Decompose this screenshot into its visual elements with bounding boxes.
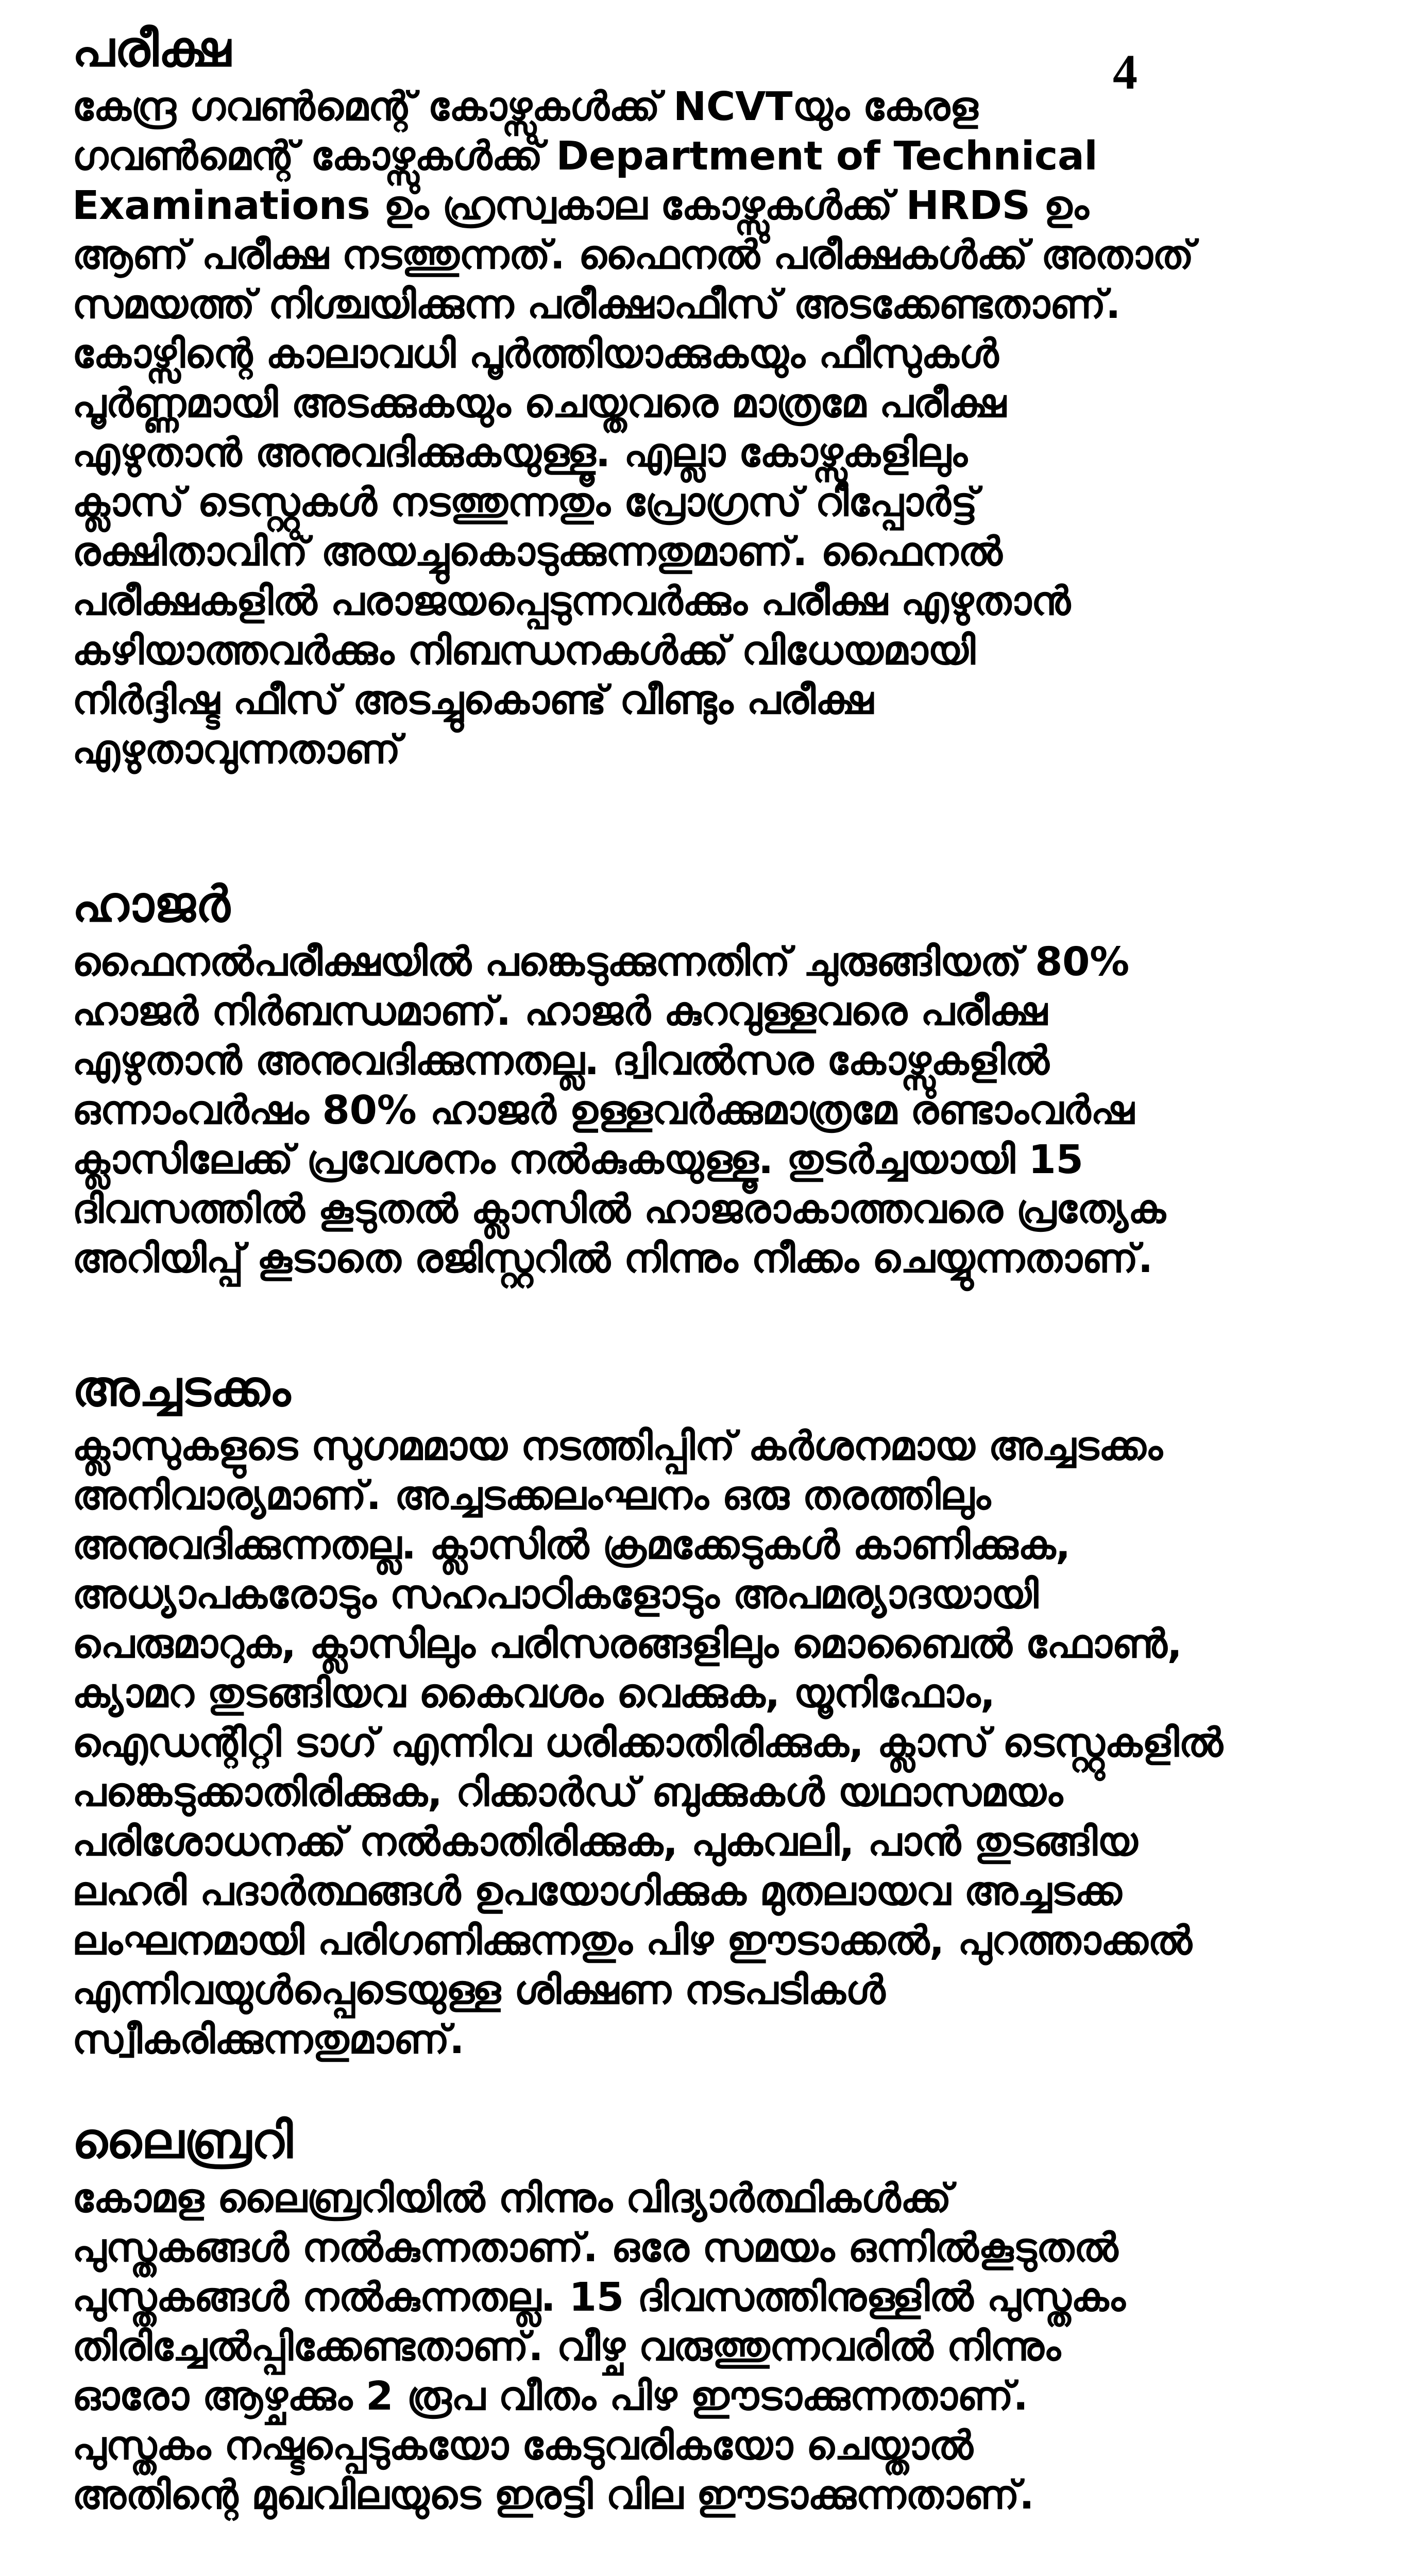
section-heading: ഹാജർ	[72, 875, 230, 933]
section-library	[72, 2112, 1329, 2520]
body-line: തിരിച്ചേൽപ്പിക്കേണ്ടതാണ്. വീഴ്ച വരുത്തുന്നവരിൽ നിന്നും	[72, 2324, 1061, 2370]
section-attendance	[72, 876, 1329, 1284]
body-line: പൂർണ്ണമായി അടക്കുകയും ചെയ്തവരെ മാത്രമേ പരീക്ഷ	[72, 381, 1006, 427]
body-line: പുസ്തകങ്ങൾ നൽകുന്നതാണ്. ഒരേ സമയം ഒന്നിൽകൂടുതൽ	[72, 2225, 1118, 2272]
body-line: ആണ് പരീക്ഷ നടത്തുന്നത്. ഫൈനൽ പരീക്ഷകൾക്ക് അതാത്	[72, 232, 1194, 279]
body-line: നിർദ്ദിഷ്ട ഫീസ് അടച്ചുകൊണ്ട് വീണ്ടും പരീക്ഷ	[72, 677, 873, 724]
body-line: ഫൈനൽപരീക്ഷയിൽ പങ്കെടുക്കുന്നതിന് ചുരുങ്ങിയത് 80%	[72, 939, 1129, 986]
body-line: പെരുമാറുക, ക്ലാസിലും പരിസരങ്ങളിലും മൊബൈൽ ഫോൺ,	[72, 1621, 1182, 1668]
body-line: ഗവൺമെന്റ് കോഴ്സുകൾക്ക് Department of Technical	[72, 133, 1098, 180]
body-line: അനുവദിക്കുന്നതല്ല. ക്ലാസിൽ ക്രമക്കേടുകൾ കാണിക്കുക,	[72, 1522, 1071, 1569]
body-line: കഴിയാത്തവർക്കും നിബന്ധനകൾക്ക് വിധേയമായി	[72, 628, 975, 674]
body-line: പരീക്ഷകളിൽ പരാജയപ്പെടുന്നവർക്കും പരീക്ഷ എഴുതാൻ	[72, 579, 1071, 625]
body-line: ലംഘനമായി പരിഗണിക്കുന്നതും പിഴ ഈടാക്കൽ, പുറത്താക്കൽ	[72, 1918, 1192, 1964]
body-line: പരിശോധനക്ക് നൽകാതിരിക്കുക, പുകവലി, പാൻ തുടങ്ങിയ	[72, 1819, 1138, 1866]
body-line: രക്ഷിതാവിന് അയച്ചുകൊടുക്കുന്നതുമാണ്. ഫൈനൽ	[72, 529, 1003, 575]
body-line: സമയത്ത് നിശ്ചയിക്കുന്ന പരീക്ഷാഫീസ് അടക്കേണ്ടതാണ്.	[72, 282, 1121, 328]
section-heading: പരീക്ഷ	[72, 20, 231, 78]
body-line: അനിവാര്യമാണ്. അച്ചടക്കലംഘനം ഒരു തരത്തിലും	[72, 1473, 991, 1519]
body-line: കേന്ദ്ര ഗവൺമെന്റ് കോഴ്സുകൾക്ക് NCVTയും കേരള	[72, 84, 978, 130]
body-line: ഓരോ ആഴ്ചക്കും 2 രൂപ വീതം പിഴ ഈടാക്കുന്നതാണ്.	[72, 2374, 1028, 2420]
body-line: സ്വീകരിക്കുന്നതുമാണ്.	[72, 2017, 464, 2063]
section-discipline	[72, 1360, 1329, 2065]
body-line: ഒന്നാംവർഷം 80% ഹാജർ ഉള്ളവർക്കുമാത്രമേ രണ്ടാംവർഷ	[72, 1088, 1134, 1134]
body-line: എഴുതാൻ അനുവദിക്കുകയുള്ളൂ. എല്ലാ കോഴ്സുകളിലും	[72, 430, 967, 477]
body-line: ക്യാമറ തുടങ്ങിയവ കൈവശം വെക്കുക, യൂനിഫോം,	[72, 1671, 995, 1717]
body-line: അതിന്റെ മുഖവിലയുടെ ഇരട്ടി വില ഈടാക്കുന്നതാണ്.	[72, 2472, 1034, 2519]
body-line: കോമള ലൈബ്രറിയിൽ നിന്നും വിദ്യാർത്ഥികൾക്ക്	[72, 2176, 952, 2222]
section-exam	[72, 21, 1329, 775]
section-heading: അച്ചടക്കം	[72, 1360, 291, 1417]
body-line: എന്നിവയുൾപ്പെടെയുള്ള ശിക്ഷണ നടപടികൾ	[72, 1968, 885, 2014]
body-line: പങ്കെടുക്കാതിരിക്കുക, റിക്കാർഡ് ബുക്കുകൾ യഥാസമയം	[72, 1770, 1063, 1816]
body-line: ക്ലാസ് ടെസ്റ്റുകൾ നടത്തുന്നതും പ്രോഗ്രസ് റിപ്പോർട്ട്	[72, 480, 977, 526]
body-line: Examinations ഉം ഹ്രസ്വകാല കോഴ്സുകൾക്ക് HRDS ഉം	[72, 183, 1089, 229]
section-heading: ലൈബ്രറി	[72, 2112, 293, 2170]
body-line: അധ്യാപകരോടും സഹപാഠികളോടും അപമര്യാദയായി	[72, 1572, 1039, 1618]
body-line: ക്ലാസിലേക്ക് പ്രവേശനം നൽകുകയുള്ളൂ. തുടർച്ചയായി 15	[72, 1137, 1083, 1183]
body-line: എഴുതാൻ അനുവദിക്കുന്നതല്ല. ദ്വിവൽസര കോഴ്സുകളിൽ	[72, 1038, 1049, 1084]
body-line: ക്ലാസുകളുടെ സുഗമമായ നടത്തിപ്പിന് കർശനമായ അച്ചടക്കം	[72, 1423, 1163, 1470]
page-number: 4	[1113, 44, 1138, 99]
body-line: ലഹരി പദാർത്ഥങ്ങൾ ഉപയോഗിക്കുക മുതലായവ അച്ചടക്ക	[72, 1869, 1122, 1915]
body-line: എഴുതാവുന്നതാണ്	[72, 727, 401, 773]
body-line: കോഴ്സിന്റെ കാലാവധി പൂർത്തിയാക്കുകയും ഫീസുകൾ	[72, 331, 998, 378]
body-line: അറിയിപ്പ് കൂടാതെ രജിസ്റ്ററിൽ നിന്നും നീക്കം ചെയ്യുന്നതാണ്.	[72, 1236, 1153, 1282]
body-line: പുസ്തകങ്ങൾ നൽകുന്നതല്ല. 15 ദിവസത്തിനുള്ളിൽ പുസ്തകം	[72, 2275, 1126, 2321]
body-line: ഹാജർ നിർബന്ധമാണ്. ഹാജർ കുറവുള്ളവരെ പരീക്ഷ	[72, 989, 1047, 1035]
body-line: ഐഡന്റിറ്റി ടാഗ് എന്നിവ ധരിക്കാതിരിക്കുക, ക്ലാസ് ടെസ്റ്റുകളിൽ	[72, 1720, 1223, 1767]
body-line: ദിവസത്തിൽ കൂടുതൽ ക്ലാസിൽ ഹാജരാകാത്തവരെ പ്രത്യേക	[72, 1187, 1166, 1233]
body-line: പുസ്തകം നഷ്ടപ്പെടുകയോ കേടുവരികയോ ചെയ്താൽ	[72, 2423, 973, 2469]
